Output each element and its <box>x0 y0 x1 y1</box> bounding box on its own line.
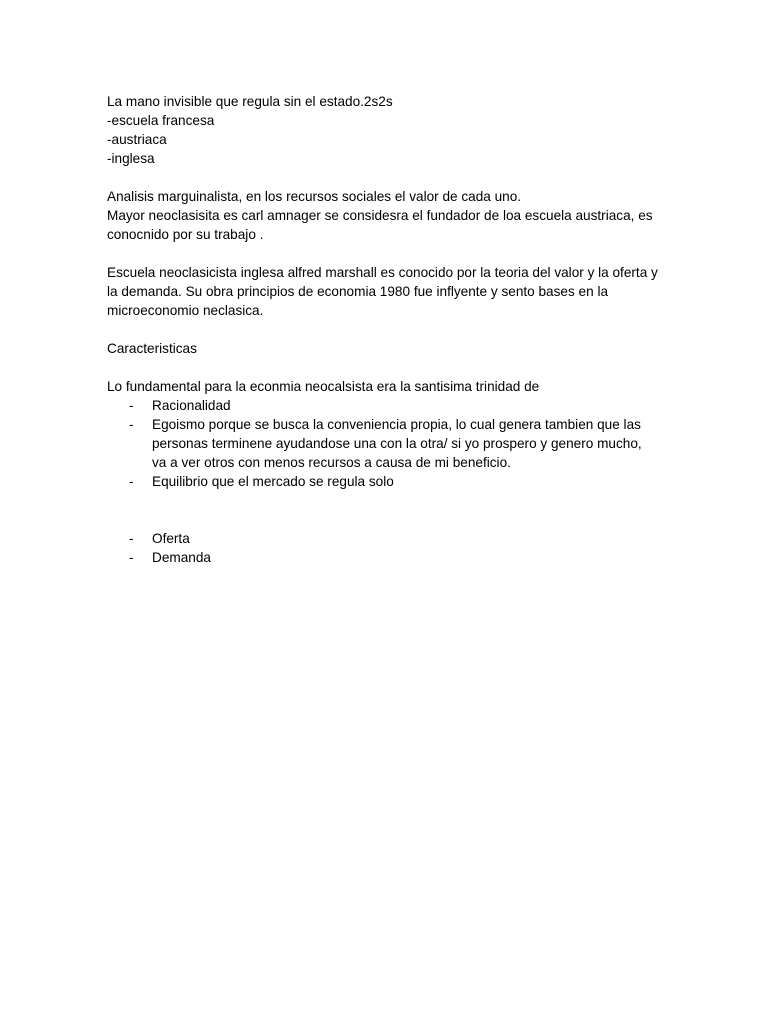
paragraph-marshall-line-3: microeconomio neclasica. <box>107 303 264 318</box>
fundamental-intro-line: Lo fundamental para la econmia neocalsista era la santisima trinidad de <box>107 379 540 394</box>
school-item-austrian: -austriaca <box>107 132 167 147</box>
paragraph-spacer <box>107 358 667 377</box>
dash-bullet: - <box>129 550 134 565</box>
dash-bullet: - <box>129 474 134 489</box>
document-body <box>107 92 667 567</box>
paragraph-spacer <box>107 491 667 529</box>
dash-bullet: - <box>129 398 134 413</box>
trinity-list <box>107 396 667 491</box>
list-item-egoismo <box>107 415 667 472</box>
paragraph-marshall-line-1: Escuela neoclasicista inglesa alfred marshall es conocido por la teoria del valor y la oferta y <box>107 265 658 280</box>
school-item-french: -escuela francesa <box>107 113 215 128</box>
dash-bullet: - <box>129 531 134 546</box>
paragraph-spacer <box>107 320 667 339</box>
paragraph-marginalist-line-3: conocnido por su trabajo . <box>107 227 264 242</box>
list-item-oferta <box>107 529 667 548</box>
list-item-equilibrio <box>107 472 667 491</box>
list-item-line: personas terminene ayudandose una con la otra/ si yo prospero y genero mucho, <box>152 436 642 451</box>
market-list <box>107 529 667 567</box>
paragraph-marshall-line-2: la demanda. Su obra principios de economia 1980 fue inflyente y sento bases en la <box>107 284 609 299</box>
list-item-line: Equilibrio que el mercado se regula solo <box>152 474 394 489</box>
paragraph-spacer <box>107 244 667 263</box>
school-item-english: -inglesa <box>107 151 155 166</box>
paragraph-spacer <box>107 168 667 187</box>
list-item-line: Demanda <box>152 550 211 565</box>
dash-bullet: - <box>129 417 134 432</box>
list-item-demanda <box>107 548 667 567</box>
section-heading: Caracteristicas <box>107 341 197 356</box>
list-item-line: Oferta <box>152 531 190 546</box>
paragraph-marginalist-line-1: Analisis marguinalista, en los recursos sociales el valor de cada uno. <box>107 189 522 204</box>
list-item-line: Egoismo porque se busca la conveniencia propia, lo cual genera tambien que las <box>152 417 641 432</box>
paragraph-marginalist-line-2: Mayor neoclasisita es carl amnager se considesra el fundador de loa escuela austriaca, es <box>107 208 653 223</box>
intro-title-line: La mano invisible que regula sin el estado.2s2s <box>107 94 393 109</box>
list-item-line: va a ver otros con menos recursos a causa de mi beneficio. <box>152 455 511 470</box>
list-item-racionalidad <box>107 396 667 415</box>
list-item-line: Racionalidad <box>152 398 231 413</box>
